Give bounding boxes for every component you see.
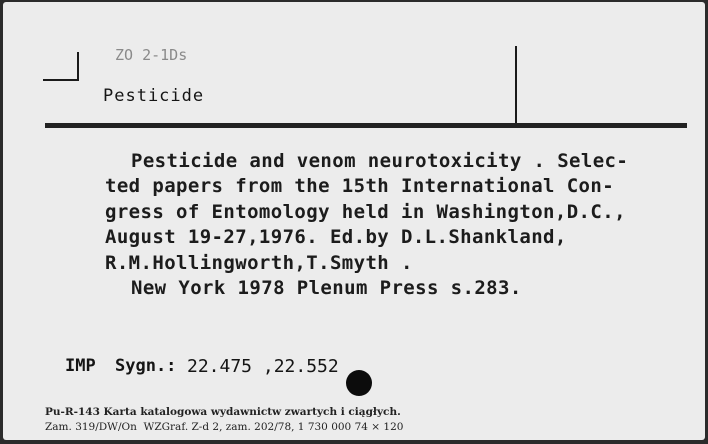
footer-line-2: Zam. 319/DW/On WZGraf. Z-d 2, zam. 202/78, 1 730 000 74 × 120 xyxy=(45,421,404,433)
imp-label: IMP xyxy=(65,356,96,376)
card-punch-hole xyxy=(346,370,372,396)
body-line-5: R.M.Hollingworth,T.Smyth . xyxy=(105,252,413,274)
body-line-3: gress of Entomology held in Washington,D.C., xyxy=(105,201,626,223)
header-code: ZO 2-1Ds xyxy=(115,46,188,64)
header-rule xyxy=(45,123,687,128)
body-line-4: August 19-27,1976. Ed.by D.L.Shankland, xyxy=(105,226,567,248)
corner-mark-vertical xyxy=(77,52,79,80)
body-line-2: ted papers from the 15th International Con- xyxy=(105,175,615,197)
catalog-card xyxy=(3,2,705,440)
body-line-6: New York 1978 Plenum Press s.283. xyxy=(131,277,522,299)
header-vertical-rule xyxy=(515,46,517,126)
body-line-1: Pesticide and venom neurotoxicity . Selec- xyxy=(131,150,629,172)
signature-numbers: 22.475 ,22.552 xyxy=(187,356,339,377)
card-heading: Pesticide xyxy=(103,86,205,106)
corner-mark-horizontal xyxy=(43,79,79,81)
signature-label: Sygn.: xyxy=(115,356,177,376)
footer-line-1: Pu-R-143 Karta katalogowa wydawnictw zwartych i ciągłych. xyxy=(45,406,401,418)
